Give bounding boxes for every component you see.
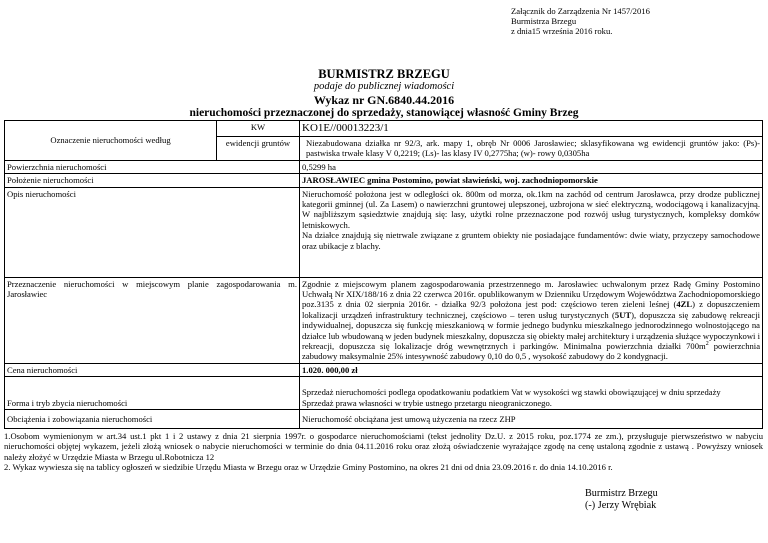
purpose-text: Zgodnie z miejscowym planem zagospodarowania przestrzennego m. Jarosławiec uchwalonym przez Radę Gminy Postomino Uchwałą Nr XIX/188/16 z dnia 22 czerwca 2016r. opublikowanym w Dzienniku Urzędowym Województwa Zachodniopomorskiego poz.3135 z dnia 02 sierpnia 2016r. - działka 92/3 położona jest pod: częściowo teren zieleni leśnej ( [302,278,760,310]
purpose-cell [300,277,763,363]
purpose-code: 4ZL [676,299,693,310]
evidence-value: Niezabudowana działka nr 92/3, ark. mapy 1, obręb Nr 0006 Jarosławiec; sklasyfikowana wg ewidencji gruntów jako: (Ps)- pastwiska trwałe klasy V 0,2219; (Ls)- las klasy IV 0,2775ha; (w)- rowy 0,0305ha [300,137,763,161]
description-label: Opis nieruchomości [5,187,300,277]
purpose-label: Przeznaczenie nieruchomości w miejscowym planie zagospodarowania m. Jarosławiec [5,277,300,363]
purpose-text: powierzchnia zabudowy maksymalnie 25% intesywność zabudowy 0,10 do 0,5 , wysokość zabudowy do 2 kondygnacji. [302,341,761,362]
description-row [5,187,763,277]
list-description: nieruchomości przeznaczonej do sprzedaży, stanowiącej własność Gminy Brzeg [189,107,579,119]
location-label: Położenie nieruchomości [5,174,300,187]
superscript: 2 [705,341,709,348]
annex-line: z dnia15 września 2016 roku. [511,26,613,36]
purpose-text: ) z dopuszczeniem lokalizacji urządzeń infrastruktury technicznej, częściowo – teren usług turystycznych ( [302,299,760,320]
signature-block [585,488,658,512]
purpose-row [5,277,763,363]
form-value: Sprzedaż prawa własności w trybie ustnego przetargu nieograniczonego. [302,397,552,408]
encumbrance-value: Nieruchomość obciążana jest umową użyczenia na rzecz ZHP [300,410,763,428]
annex-note [511,6,650,36]
description-paragraph: Na działce znajdują się nietrwale związane z gruntem obiekty nie posiadające fundamentów: dwie wiaty, przyczepy samochodowe oraz ubikacje z blachy. [302,230,760,251]
location-value: JAROSŁAWIEC gmina Postomino, powiat sławieński, woj. zachodniopomorskie [300,174,763,187]
price-row [5,363,763,376]
kw-value: KO1E//00013223/1 [300,121,763,137]
description-paragraph: Nieruchomość położona jest w odległości ok. 800m od morza, ok.1km na zachód od centrum Jarosławca, przy drodze publicznej kategorii gminnej (ul. Za Lasem) o nawierzchni gruntowej ulepszonej, uzbrojona w sieć elektryczną, wodociągową i kanalizacyjną. W najbliższym sąsiedztwie znajdują się: lasy, użytki rolne przeznaczone pod rozwój usług turystycznych, kompleksy domków letniskowych. [302,188,760,230]
encumbrance-label: Obciążenia i zobowiązania nieruchomości [5,410,300,428]
description-cell [300,187,763,277]
price-label: Cena nieruchomości [5,363,300,376]
location-row [5,174,763,187]
purpose-code: 5UT [614,309,632,320]
annex-line: Burmistrza Brzegu [511,16,577,26]
price-note: Sprzedaż nieruchomości podlega opodatkowaniu podatkiem Vat w wysokości wg stawki obowiązującej w dniu sprzedaży [302,387,721,398]
signature-name: (-) Jerzy Wrębiak [585,500,657,511]
price-value: 1.020. 000,00 zł [300,363,763,376]
encumbrance-row [5,410,763,428]
evidence-label: ewidencji gruntów [217,137,300,161]
signature-office: Burmistrz Brzegu [585,488,658,499]
purpose-text: ), dopuszcza się zabudowę rekreacji indywidualnej, dopuszcza się funkcję mieszkaniową w formie jednego budynku mieszkalnego jednorodzinnego wolnostojącego na działce lub wbudowaną w jeden budynek mieszkalny, dopuszcza się obiekty małej architektury i urządzenia służące wypoczynkowi i rekreacji, dopuszcza się lokalizacje dróg wewnętrznych i parkingów. Minimalna powierzchnia działki 700m [302,309,760,352]
area-row [5,160,763,173]
annex-line: Załącznik do Zarządzenia Nr 1457/2016 [511,6,650,16]
document-subtitle: podaje do publicznej wiadomości [313,81,455,92]
list-number: Wykaz nr GN.6840.44.2016 [313,93,455,107]
footer-notes [4,431,763,473]
kw-row [5,121,763,137]
form-row [5,377,763,410]
property-table [4,120,763,429]
footer-note: 2. Wykaz wywiesza się na tablicy ogłoszeń w siedzibie Urzędu Miasta w Brzegu oraz w Urzędzie Gminy Postomino, na okres 21 dni od dnia 23.09.2016 r. do dnia 14.10.2016 r. [4,462,613,473]
designation-label: Oznaczenie nieruchomości według [5,121,217,161]
form-cell [300,377,763,410]
form-label: Forma i tryb zbycia nieruchomości [5,377,300,410]
footer-note: 1.Osobom wymienionym w art.34 ust.1 pkt 1 i 2 ustawy z dnia 21 sierpnia 1997r. o gospodarce nieruchomościami (tekst jednolity Dz.U. z 2015 roku, poz.1774 ze zm.), przysługuje pierwszeństwo w nabyciu nieruchomości objętej wykazem, jeżeli złożą wniosek o nabycie nieruchomości w terminie do dnia 04.11.2016 roku oraz złożą oświadczenie wyrażające zgodę na cenę ustaloną zgodnie z ustawą . Powyższy wniosek należy złożyć w Urzędzie Miasta w Brzegu ul.Robotnicza 12 [4,431,763,462]
document-title: BURMISTRZ BRZEGU [318,67,450,81]
area-label: Powierzchnia nieruchomości [5,160,300,173]
document-header [0,67,768,120]
area-value: 0,5299 ha [300,160,763,173]
kw-label: KW [217,121,300,137]
